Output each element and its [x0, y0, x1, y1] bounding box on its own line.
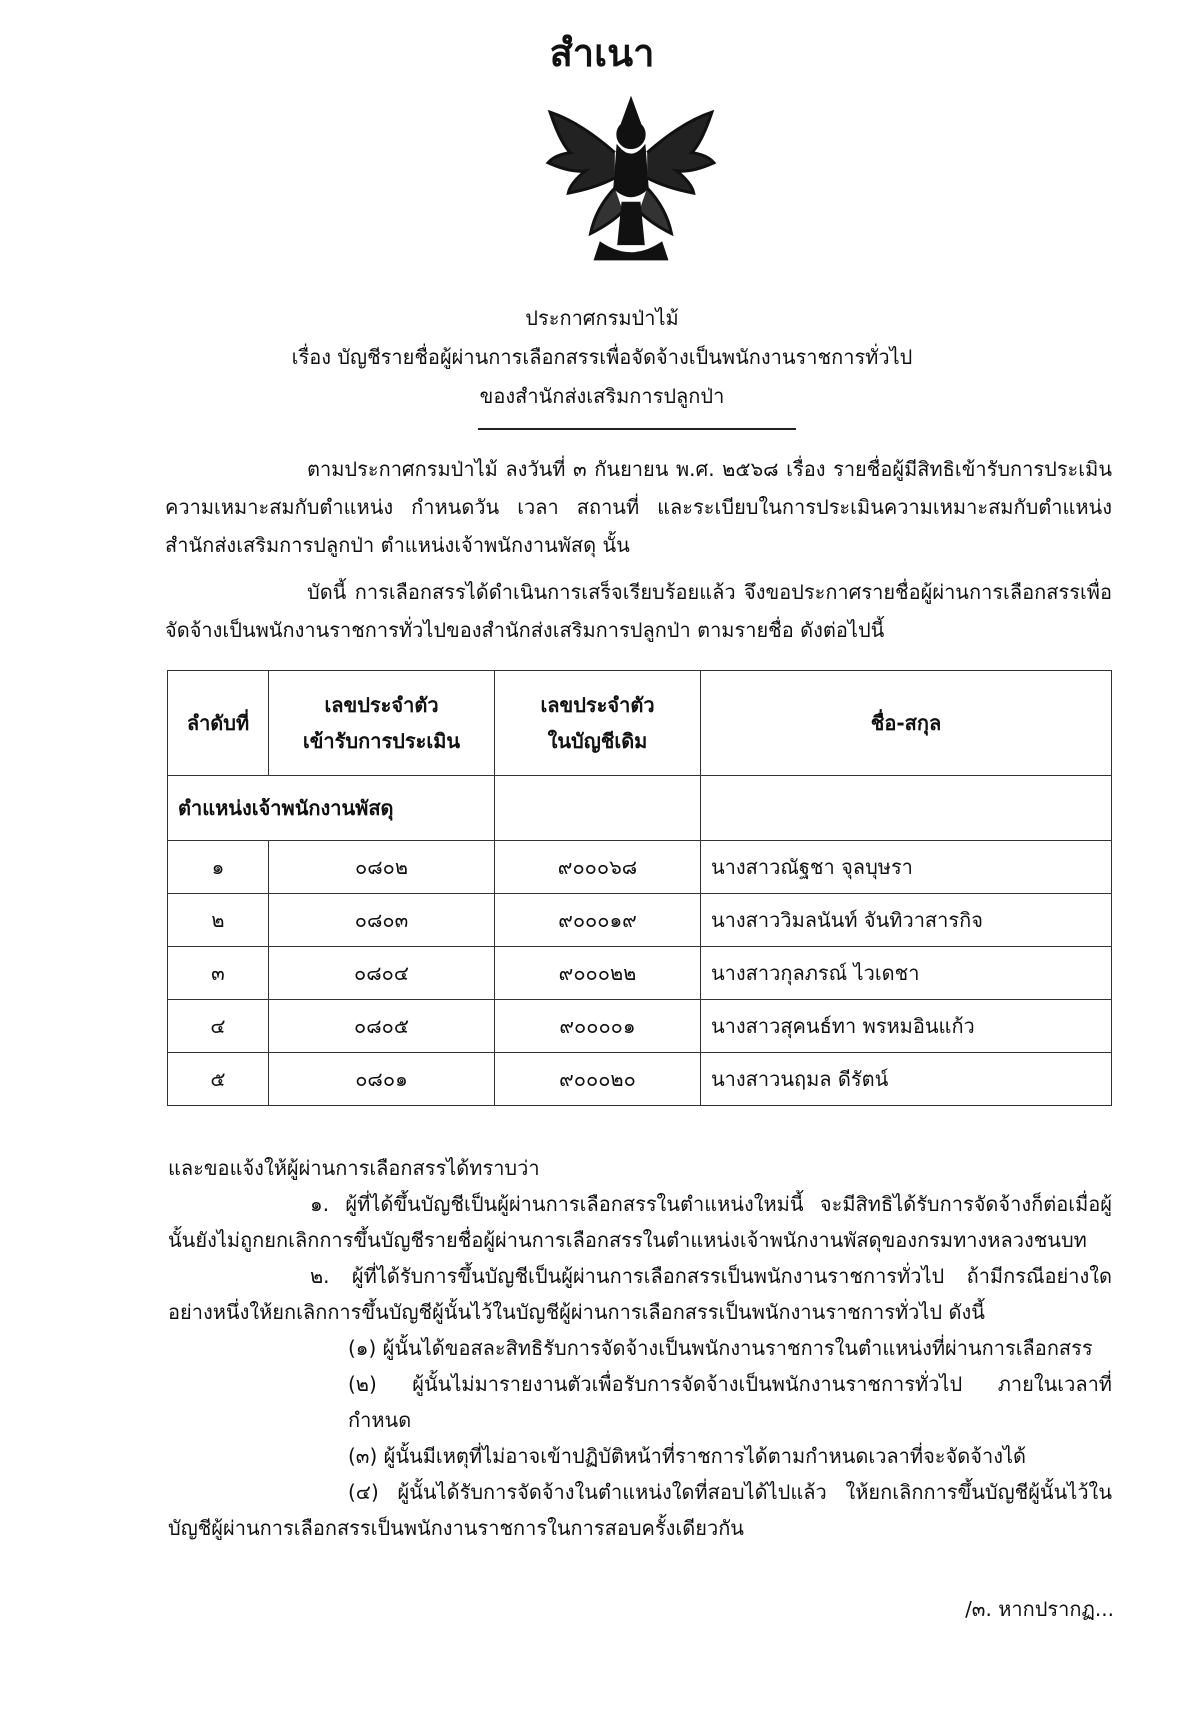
notes-item-1: ๑. ผู้ที่ได้ขึ้นบัญชีเป็นผู้ผ่านการเลือกสรรในตำแหน่งใหม่นี้ จะมีสิทธิได้รับการจัดจ้างก็ต่อเมื่อผู้นั้นยังไม่ถูกยกเลิกการขึ้นบัญชีรายชื่อผู้ผ่านการเลือกสรรในตำแหน่งเจ้าพนักงานพัสดุของกรมทางหลวงชนบท: [168, 1192, 1112, 1252]
cell-old-id: ๙๐๐๐๑๙: [495, 894, 701, 947]
para1-text: ตามประกาศกรมป่าไม้ ลงวันที่ ๓ กันยายน พ.ศ. ๒๕๖๘ เรื่อง รายชื่อผู้มีสิทธิเข้ารับการประเมินความเหมาะสมกับตำแหน่ง กำหนดวัน เวลา สถานที่ และระเบียบในการประเมินความเหมาะสมกับตำแหน่งสำนักส่งเสริมการปลูกป่า ตำแหน่งเจ้าพนักงานพัสดุ นั้น: [165, 457, 1112, 557]
cell-name: นางสาวกุลภรณ์ ไวเดชา: [701, 947, 1112, 1000]
section-row: [168, 776, 1112, 841]
cell-order: ๒: [168, 894, 269, 947]
header-old-id-line1: เลขประจำตัว: [540, 693, 655, 717]
header-eval-id-line1: เลขประจำตัว: [324, 693, 439, 717]
cell-old-id: ๙๐๐๐๒๒: [495, 947, 701, 1000]
garuda-emblem-icon: [540, 92, 722, 274]
table-row: [168, 1000, 1112, 1053]
header-old-id-line2: ในบัญชีเดิม: [547, 729, 648, 753]
continued-marker: /๓. หากปรากฏ...: [965, 1597, 1114, 1621]
cell-old-id: ๙๐๐๐๒๐: [495, 1053, 701, 1106]
notes-sub-4: (๔) ผู้นั้นได้รับการจัดจ้างในตำแหน่งใดที่สอบได้ไปแล้ว ให้ยกเลิกการขึ้นบัญชีผู้นั้นไว้ในบัญชีผู้ผ่านการเลือกสรรเป็นพนักงานราชการในการสอบครั้งเดียวกัน: [168, 1480, 1112, 1540]
title-divider: [478, 428, 796, 430]
cell-old-id: ๙๐๐๐๖๘: [495, 841, 701, 894]
header-eval-id-line2: เข้ารับการประเมิน: [302, 729, 461, 753]
table-row: [168, 894, 1112, 947]
section-label: ตำแหน่งเจ้าพนักงานพัสดุ: [168, 776, 495, 841]
body-paragraph-2: [165, 573, 1112, 649]
body-paragraph-1: [165, 450, 1112, 564]
notes-sub-2: (๒) ผู้นั้นไม่มารายงานตัวเพื่อรับการจัดจ้างเป็นพนักงานราชการทั่วไป ภายในเวลาที่กำหนด: [348, 1372, 1112, 1432]
header-old-id: [495, 671, 701, 776]
header-name: ชื่อ-สกุล: [701, 671, 1112, 776]
notes-sub-1: (๑) ผู้นั้นได้ขอสละสิทธิรับการจัดจ้างเป็นพนักงานราชการในตำแหน่งที่ผ่านการเลือกสรร: [348, 1336, 1093, 1360]
notes-section: [168, 1150, 1112, 1546]
table-row: [168, 1053, 1112, 1106]
header-order: ลำดับที่: [168, 671, 269, 776]
cell-eval-id: ๐๘๐๕: [269, 1000, 495, 1053]
cell-name: นางสาวสุคนธ์ทา พรหมอินแก้ว: [701, 1000, 1112, 1053]
notes-sub-3: (๓) ผู้นั้นมีเหตุที่ไม่อาจเข้าปฏิบัติหน้าที่ราชการได้ตามกำหนดเวลาที่จะจัดจ้างได้: [348, 1444, 1027, 1468]
table-row: [168, 947, 1112, 1000]
cell-name: นางสาวณัฐชา จุลบุษรา: [701, 841, 1112, 894]
cell-order: ๑: [168, 841, 269, 894]
cell-old-id: ๙๐๐๐๐๑: [495, 1000, 701, 1053]
cell-eval-id: ๐๘๐๑: [269, 1053, 495, 1106]
results-table: [167, 670, 1112, 1106]
section-empty-cell: [495, 776, 701, 841]
cell-name: นางสาวนฤมล ดีรัตน์: [701, 1053, 1112, 1106]
notes-item-2: ๒. ผู้ที่ได้รับการขึ้นบัญชีเป็นผู้ผ่านการเลือกสรรเป็นพนักงานราชการทั่วไป ถ้ามีกรณีอย่างใดอย่างหนึ่งให้ยกเลิกการขึ้นบัญชีผู้นั้นไว้ในบัญชีผู้ผ่านการเลือกสรรเป็นพนักงานราชการทั่วไป ดังนี้: [168, 1264, 1112, 1324]
announcement-title: ประกาศกรมป่าไม้: [525, 306, 679, 330]
notes-intro: และขอแจ้งให้ผู้ผ่านการเลือกสรรได้ทราบว่า: [168, 1156, 540, 1180]
section-empty-cell: [701, 776, 1112, 841]
cell-name: นางสาววิมลนันท์ จันทิวาสารกิจ: [701, 894, 1112, 947]
table-header-row: [168, 671, 1112, 776]
cell-order: ๔: [168, 1000, 269, 1053]
announcement-subject: เรื่อง บัญชีรายชื่อผู้ผ่านการเลือกสรรเพื่อจัดจ้างเป็นพนักงานราชการทั่วไป: [291, 345, 913, 369]
header-eval-id: [269, 671, 495, 776]
cell-eval-id: ๐๘๐๒: [269, 841, 495, 894]
cell-eval-id: ๐๘๐๔: [269, 947, 495, 1000]
para2-text: บัดนี้ การเลือกสรรได้ดำเนินการเสร็จเรียบร้อยแล้ว จึงขอประกาศรายชื่อผู้ผ่านการเลือกสรรเพื่อจัดจ้างเป็นพนักงานราชการทั่วไปของสำนักส่งเสริมการปลูกป่า ตามรายชื่อ ดังต่อไปนี้: [165, 580, 1112, 642]
cell-order: ๓: [168, 947, 269, 1000]
table-row: [168, 841, 1112, 894]
cell-eval-id: ๐๘๐๓: [269, 894, 495, 947]
copy-stamp: สำเนา: [549, 31, 655, 75]
announcement-subject-line2: ของสำนักส่งเสริมการปลูกป่า: [479, 384, 725, 408]
cell-order: ๕: [168, 1053, 269, 1106]
